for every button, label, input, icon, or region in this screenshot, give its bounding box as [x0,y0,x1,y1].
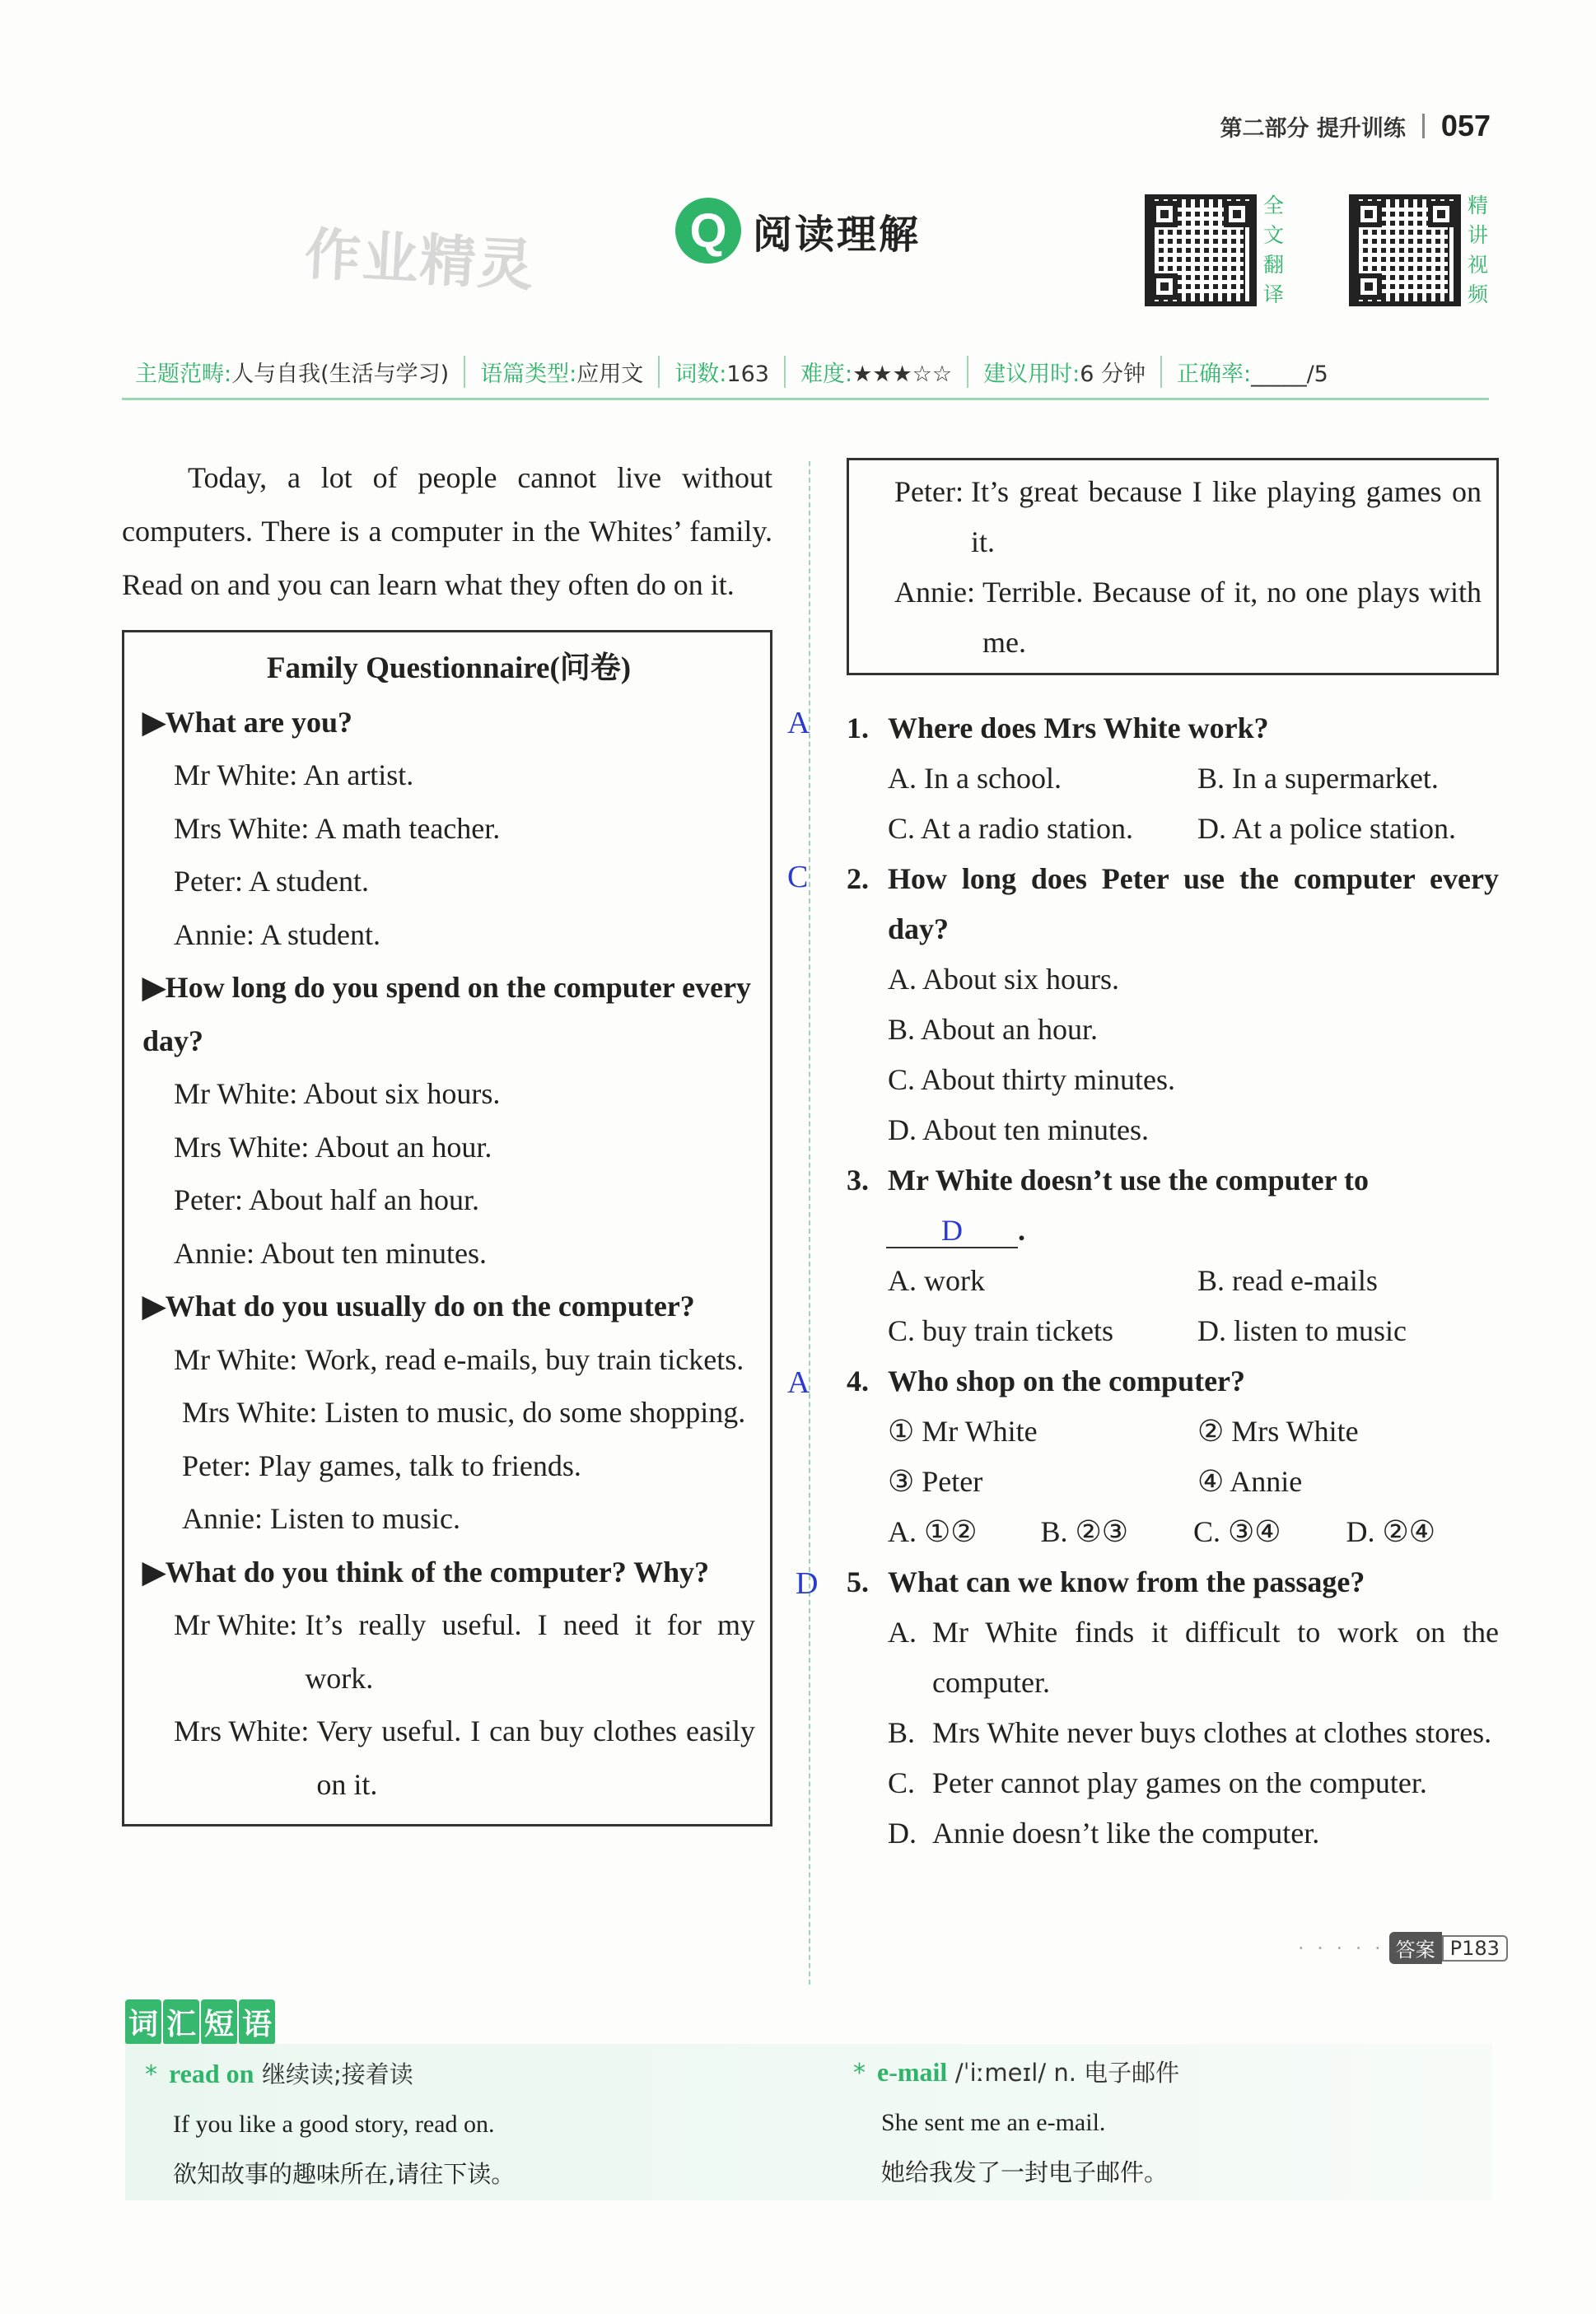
option: A. ①② [888,1515,978,1548]
question-stem: Who shop on the computer? [888,1365,1246,1397]
answer-page: P183 [1442,1935,1508,1962]
option: C. buy train tickets [888,1314,1113,1347]
info-word-count: 词数:163 [660,356,786,388]
option: C. About thirty minutes. [888,1063,1176,1096]
family-questionnaire-box [122,630,772,1826]
handwritten-answer: A [787,1365,810,1400]
page-number: 057 [1440,109,1491,142]
survey-answer: Mrs White: About an hour. [174,1130,492,1164]
survey-question-3: ▶What do you usually do on the computer? [142,1290,695,1323]
survey-question-1: ▶What are you? [142,705,353,739]
option: B. Mrs White never buys clothes at clothes stores. [888,1716,1492,1749]
questionnaire-title: Family Questionnaire(问卷) [266,651,632,685]
info-accuracy: 正确率:_____/5 [1176,362,1328,387]
survey-answer: Annie: Listen to music. [182,1502,460,1535]
survey-answer: Mrs White: Very useful. I can buy clothes easily on it. [174,1715,755,1801]
question-3: 3. Mr White doesn’t use the computer to D . A. work B. read e-mails C. buy train tickets D. listen to music [847,1155,1499,1356]
question-2: C 2. How long does Peter use the computer every day? A. About six hours. B. About an hour. C. About thirty minutes. D. About ten minutes. [847,854,1499,1155]
qr-code-translation[interactable] [1145,194,1257,306]
survey-answer: Mr White: Work, read e-mails, buy train tickets. [174,1342,744,1376]
person-item: ② Mrs White [1197,1415,1359,1448]
part-label: 第二部分 提升训练 [1220,115,1406,142]
option: A. Mr White finds it difficult to work on the computer. [888,1616,1499,1699]
info-theme: 主题范畴:人与自我(生活与学习) [122,356,465,388]
page-header [1220,109,1491,143]
section-title-text: 阅读理解 [753,211,922,258]
question-5: D 5. What can we know from the passage? A. Mr White finds it difficult to work on the computer. B. Mrs White never buys clothes at clothes stores. C. Peter cannot play games on the computer. D. Annie doesn’t like the computer. [847,1557,1499,1859]
survey-answer: Annie: Terrible. Because of it, no one plays with me. [894,576,1482,659]
option: D. listen to music [1197,1314,1407,1347]
answer-page-reference[interactable]: · · · · · 答案 P183 [1298,1932,1508,1964]
survey-question-2: ▶How long do you spend on the computer every day? [142,971,752,1057]
reading-q-icon: Q [675,198,741,264]
answer-blank[interactable] [886,1214,1018,1248]
survey-question-4: ▶What do you think of the computer? Why? [142,1555,710,1589]
person-item: ① Mr White [888,1415,1038,1448]
questionnaire-continued-box [847,458,1499,675]
handwritten-answer: D [796,1566,819,1601]
survey-answer: Peter: About half an hour. [174,1183,479,1216]
option: D. About ten minutes. [888,1113,1149,1146]
vocab-item-read-on: * read on 继续读;接着读 If you like a good story, read on. 欲知故事的趣味所在,请往下读。 [145,2049,515,2199]
question-stem: Mr White doesn’t use the computer to [888,1164,1369,1197]
handwritten-answer: C [787,860,809,894]
header-divider [1422,114,1425,138]
question-list [787,703,1499,1859]
survey-answer: Peter: Play games, talk to friends. [182,1449,581,1482]
option: C. ③④ [1193,1515,1281,1548]
vocab-section-title: 词 汇 短 语 [125,1999,275,2045]
questions-column [787,458,1499,1859]
exercise-info-bar [122,346,1489,400]
option: C. At a radio station. [888,812,1133,845]
question-4: A 4. Who shop on the computer? ① Mr White ② Mrs White ③ Peter ④ Annie A. ①② B. ②③ C. ③④ D. ②④ [847,1356,1499,1557]
survey-answer: Mr White: About six hours. [174,1077,501,1110]
info-suggested-time: 建议用时:6 分钟 [968,356,1162,388]
question-stem: How long does Peter use the computer every day? [888,862,1499,945]
survey-answer: Mrs White: A math teacher. [174,811,501,845]
vocab-item-e-mail: * e-mail /ˈiːmeɪl/ n. 电子邮件 She sent me an e-mail. 她给我发了一封电子邮件。 [853,2047,1179,2197]
passage-intro: Today, a lot of people cannot live without computers. There is a computer in the Whites’ family. Read on and you can learn what they often do on it. [122,461,772,601]
handwritten-answer: A [787,706,810,740]
option: B. In a supermarket. [1197,762,1439,795]
survey-answer: Mr White: An artist. [174,758,414,791]
survey-answer: Peter: It’s great because I like playing games on it. [894,475,1482,558]
example-cn: 欲知故事的趣味所在,请往下读。 [173,2160,516,2188]
person-item: ④ Annie [1197,1465,1303,1498]
option: A. In a school. [888,762,1062,795]
option: D. At a police station. [1197,812,1456,845]
survey-answer: Peter: A student. [174,865,370,898]
question-stem: Where does Mrs White work? [888,711,1269,744]
option: A. About six hours. [888,963,1120,996]
example-en: She sent me an e-mail. [881,2109,1106,2136]
section-title [675,198,921,264]
option: C. Peter cannot play games on the computer. [888,1766,1427,1799]
option: D. ②④ [1346,1515,1436,1548]
survey-answer: Annie: A student. [174,917,381,951]
passage-column [122,451,772,1826]
option: B. About an hour. [888,1013,1099,1046]
info-text-type: 语篇类型:应用文 [465,356,660,388]
option: A. work [888,1264,985,1297]
column-divider [809,461,810,1985]
example-cn: 她给我发了一封电子邮件。 [881,2158,1169,2186]
option: B. read e-mails [1197,1264,1378,1297]
question-1: A 1. Where does Mrs White work? A. In a school. B. In a supermarket. C. At a radio station. D. At a police station. [847,703,1499,854]
example-en: If you like a good story, read on. [173,2111,495,2138]
handwritten-answer: D [941,1214,963,1247]
survey-answer: Annie: About ten minutes. [174,1236,487,1270]
qr-label-video: 精讲视频 [1468,194,1489,306]
survey-answer: Mrs White: Listen to music, do some shopping. [182,1396,746,1429]
option: D. Annie doesn’t like the computer. [888,1817,1320,1850]
person-item: ③ Peter [888,1465,983,1498]
watermark-logo: 作业精灵 [302,222,537,300]
answer-label: 答案 [1389,1932,1442,1964]
qr-label-translation: 全文翻译 [1263,194,1285,306]
qr-code-video[interactable] [1349,194,1461,306]
question-stem: What can we know from the passage? [888,1565,1365,1598]
survey-answer: Mr White: It’s really useful. I need it for my work. [174,1608,755,1695]
info-difficulty: 难度:★★★☆☆ [786,356,968,388]
option: B. ②③ [1040,1515,1129,1548]
